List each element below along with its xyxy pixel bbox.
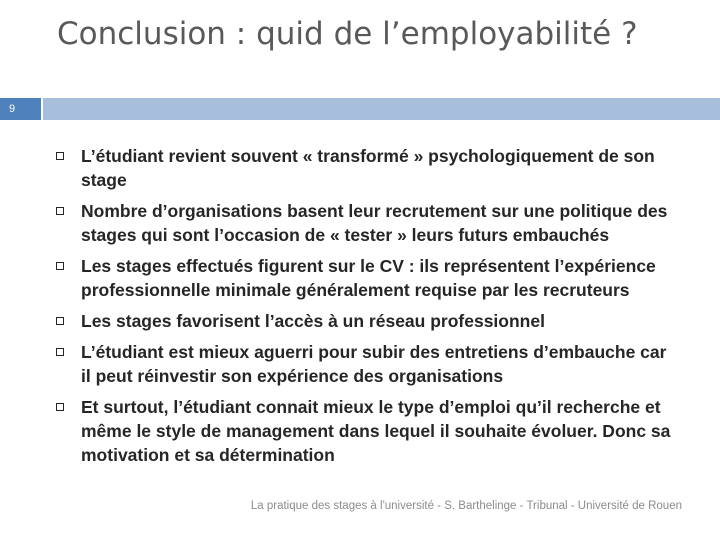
bullet-text: L’étudiant est mieux aguerri pour subir des entretiens d’embauche car il peut réinvestir son expérience des organisations — [81, 342, 667, 386]
bullet-text: Les stages favorisent l’accès à un réseau professionnel — [81, 311, 545, 331]
bullet-item — [56, 254, 676, 302]
title-underline-bar — [43, 98, 720, 120]
slide-number-box — [0, 98, 41, 120]
bullet-text: Nombre d’organisations basent leur recrutement sur une politique des stages qui sont l’occasion de « tester » leurs futurs embauchés — [81, 201, 668, 245]
square-bullet-icon — [56, 207, 64, 215]
square-bullet-icon — [56, 262, 64, 270]
slide-number: 9 — [8, 103, 16, 115]
square-bullet-icon — [56, 317, 64, 325]
bullet-item — [56, 144, 676, 192]
bullet-item — [56, 199, 676, 247]
square-bullet-icon — [56, 152, 64, 160]
slide-title: Conclusion : quid de l’employabilité ? — [57, 16, 638, 52]
title-bar — [0, 98, 720, 120]
bullet-list — [56, 144, 676, 474]
bullet-item — [56, 395, 676, 467]
slide-footer: La pratique des stages à l'université - S. Barthelinge - Tribunal - Université de Rouen — [250, 500, 682, 512]
square-bullet-icon — [56, 403, 64, 411]
bullet-text: Les stages effectués figurent sur le CV : ils représentent l’expérience professionnelle minimale généralement requise par les recruteurs — [81, 256, 656, 300]
bullet-text: Et surtout, l’étudiant connait mieux le type d’emploi qu’il recherche et même le style de management dans lequel il souhaite évoluer. Donc sa motivation et sa détermination — [81, 397, 671, 465]
bullet-item — [56, 340, 676, 388]
square-bullet-icon — [56, 348, 64, 356]
bullet-item — [56, 309, 676, 333]
bullet-text: L’étudiant revient souvent « transformé » psychologiquement de son stage — [81, 146, 655, 190]
